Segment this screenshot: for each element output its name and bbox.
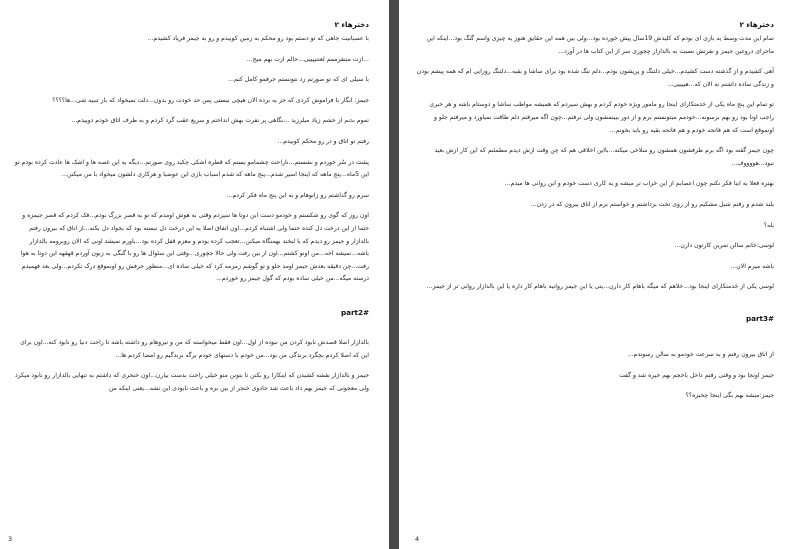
paragraph: جیمز: انگار با فراموش کردی که جز یه برده الان هیچی نیستی پس حد خودت رو بدون...دلت نمیخواد که باز تنبیه شی...ها؟؟؟؟	[52, 96, 369, 104]
paragraph: از اتاق بیرون رفتم و به سرعت خودمو به سالن رسوندم...	[627, 350, 774, 358]
page-number: 4	[415, 535, 420, 543]
paragraph: ...ازت متنفرممم لعنتییییی...حالم ازت بهم میخ...	[246, 55, 369, 63]
paragraph: با سیلی ای که تو صورتم زد نتونستم حرفمو کامل کنم...	[228, 76, 369, 84]
page-header: دخترهاء ۲	[334, 20, 369, 29]
paragraph: تو تمام این پنج ماه یکی از خدمتکارای اینجا رو مامور ویژه خودم کردم و بهش سپردم که همیشه مواظب ساشا و دوستام باشه و هر خبری راجب اونا بود رو بهم برسونه...خودمم میتونستم برم و از دور ببینمشون ولی نرفتم...چون اگه میرفتم دلم طاقت نمیاورد و میرفتم جلو و اونموقع است که هم فاتحه خودم و هم فاتحه بقیه رو باید بخونم...	[429, 101, 774, 134]
paragraph: اون روز که گوی رو شکستم و خودمو دست این دوتا ها سپردم وقتی به هوش اومدم که تو یه قصر بزرگ بودم...فک کردم که قصر جیمزه و حتما از این درخت دل کنده حتما ولی اشتباه کردم...اون اتفاق اصلا یه این درخت دل نبسته بود که بخواد دل بکنه...از اتاق که بیرون رفتم بالدازار و جیمز رو دیدم که با لبخند بهمنگاه میکنن...تعجب کرده بودم و معزم قفل کرده بود...باورم نمیشد اونی که الان روبرومه بالدازار باشه...نمیشه اخه...من اونو کشتم...اون از بین رفت ولی حالا جچوری...وقتی این سئوال ها رو با گنگی به زبون آوردم قهقهه این دوتا به هوا رفت...چن دقیقه بعدش جیمز اومد جلو و تو گوشم زمزمه کرد که خیلی ساده ای...منظور حرفش رو اونموقع درک نکردم...ولی بعد فهمیدم درسته میگه...من خیلی ساده بودم که گول جیمز رو خوردم...	[20, 212, 369, 283]
paragraph: سرم رو گذاشتم رو زانوهام و به این پنج ماه فکر کردم...	[226, 191, 369, 199]
page-header: دخترهاء ۲	[739, 20, 774, 29]
paragraph: بهتره فعلا به اینا فکر نکنم چون اعصابم از این خراب تر میشه و یه کاری دست خودم و این روانی ها میدم...	[504, 180, 774, 188]
paragraph: بالدازار اصلا قصدش نابود کردن من نبوده از اول...اون فقط میخواسته که من و نیروهام رو داشته باشه تا راحت دنیا رو نابود کنه...اون برای این که اصلا کردم بچگرد برندگی من بود...من خودم با دستهای خودم برگه برندگیم رو امضا کردم ها...	[20, 338, 369, 359]
paragraph: با عصبانیت جاهی که تو دستم بود رو محکم به زمین کوبیدم و رو به جیمز فریاد کشیدم...	[147, 35, 369, 42]
document-page-4	[399, 0, 788, 549]
paragraph: تموم بدنم از خشم زیاد میلرزید ...نگاهی پر نفرت بهش انداختم و سریع عقب گرد کردم و به طرف اتاق خودم دوییدم...	[71, 117, 369, 125]
paragraph: لوسی:خانم سالن تمرین کارتون دارن...	[674, 242, 774, 250]
paragraph: پشت در سُر خوردم و نشستم...ناراحت چشمامو بستم که قطره اشکی چکید روی صورتم...دیگه به این غصه ها و اشک ها عادت کرده بودم تو این 5ماه...پنج ماهه که اینجا اسیر شدم...پنج ماهه که شدم اسباب بازی این عوضیا و هرکاری دلشون میخواد با من میکنن...	[14, 158, 369, 179]
paragraph: چون جیمز گفته بود اگه برم طرفشون همشون رو سلاخی میکنه...بااین اخلاقی هم که چن وقت ازش دیدم مطمئنم که این کار ازش بعید نبود...هووووف...	[434, 147, 774, 167]
paragraph: تمام این مدت وسط یه بازی ای بودم که کلیدش 19سال پیش خورده بود...ولی بین همه این حقایق هنوز یه چیزی واسم گنگ بود...اینکه این ماجرای دروغین جیمز و نفرتش نسبت به بالدازار چجوری سر از این کتاب ها در آورد...	[426, 35, 774, 55]
document-page-3	[0, 0, 389, 549]
part-heading: part2#	[341, 307, 369, 317]
paragraph: بله؟	[763, 221, 774, 229]
page-gutter	[389, 0, 399, 549]
paragraph: جیمز اونجا بود و وقتی رفتم داخل باخجم بهم خیره شد و گفت	[619, 371, 774, 379]
page-number: 3	[8, 535, 13, 543]
paragraph: جیمز:میشه بهم بگی اینجا چخبره؟؟	[685, 392, 774, 400]
paragraph: بلند شدم و رفتم شیل مشکیم رو از روی تخت برداشتم و خواستم برم از اتاق بیرون که در زدن...	[530, 200, 774, 208]
paragraph: جیمز و بالدازار نقشه کشیدن که اینکارا رو بکنن تا بتونن منو خیلی راحت بدست بیارن...اون خنجری که داشتم به تنهایی بالدازار رو نابود میکرد ولی معجونی که جیمز بهم داد باعث شد جادوی خنجر از بین بره و باعث نابودی این نشه...یعنی اینکه من	[14, 372, 369, 392]
paragraph: رفتم تو اتاق و در رو محکم کوبیدم...	[277, 137, 369, 145]
part-heading: part3#	[746, 313, 774, 323]
paragraph: آهی کشیدم و از گذشته دست کشیدم...خیلی دلتنگ و پریشون بودم...دلم تنگ شده بود برای ساشا و بقیه...دلتنگ روزایی ام که همه پیشم بودن و زندگی ساده داشتم نه الان که...هییییی...	[416, 68, 774, 88]
paragraph: لوسی یکی از خدمتکارای اینجا بود...خلاهم که میگه باهام کار دارن...یتی یا این جیمز روانیه باهام کار داره یا این بالدازار روانی تر از جیمز...	[426, 283, 774, 291]
paragraph: باشه میرم الان...	[730, 262, 774, 270]
paragraph-list	[14, 33, 369, 286]
